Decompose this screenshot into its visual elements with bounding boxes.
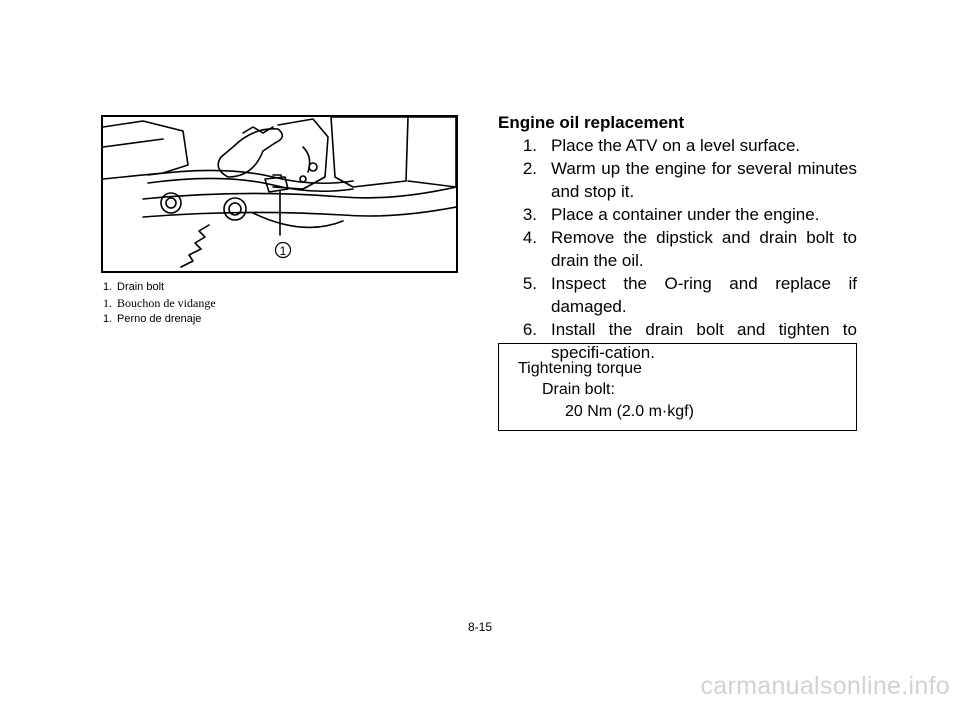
spec-value: 20 Nm (2.0 m·kgf): [565, 403, 694, 420]
caption-en: [103, 281, 164, 294]
drain-bolt-figure: [101, 115, 458, 273]
torque-spec-box: [498, 343, 857, 431]
step-number: 2.: [522, 159, 537, 178]
caption-text: Perno de drenaje: [117, 313, 202, 325]
step-text: Place a container under the engine.: [551, 205, 820, 224]
step-number: 3.: [522, 205, 537, 224]
step-number: 4.: [522, 228, 537, 247]
caption-text: Drain bolt: [117, 281, 165, 293]
list-item: [499, 134, 857, 157]
list-item: [499, 272, 857, 318]
step-number: 6.: [522, 320, 537, 339]
caption-number: 1.: [103, 281, 113, 293]
spec-item: Drain bolt:: [542, 381, 615, 398]
caption-number: 1.: [103, 313, 113, 325]
step-text: Place the ATV on a level surface.: [551, 136, 801, 155]
engine-underside-illustration: [103, 117, 456, 271]
callout-number: 1: [279, 244, 287, 258]
page-number: 8-15: [467, 620, 493, 634]
step-text: Install the drain bolt and tighten to specifi-cation.: [551, 320, 857, 362]
spec-label: Tightening torque: [518, 360, 642, 377]
list-item: [499, 203, 857, 226]
step-text: Remove the dipstick and drain bolt to drain the oil.: [551, 228, 857, 270]
step-text: Warm up the engine for several minutes and stop it.: [551, 159, 857, 201]
watermark: carmanualsonline.info: [700, 672, 950, 700]
list-item: [499, 226, 857, 272]
caption-number: 1.: [103, 296, 112, 310]
step-number: 1.: [522, 136, 537, 155]
caption-fr: [103, 297, 216, 310]
procedure-steps: [499, 134, 857, 364]
caption-es: [103, 313, 201, 326]
caption-text: Bouchon de vidange: [117, 296, 216, 310]
step-text: Inspect the O-ring and replace if damaged.: [551, 274, 857, 316]
list-item: [499, 157, 857, 203]
section-title: Engine oil replacement: [498, 113, 685, 132]
step-number: 5.: [522, 274, 537, 293]
